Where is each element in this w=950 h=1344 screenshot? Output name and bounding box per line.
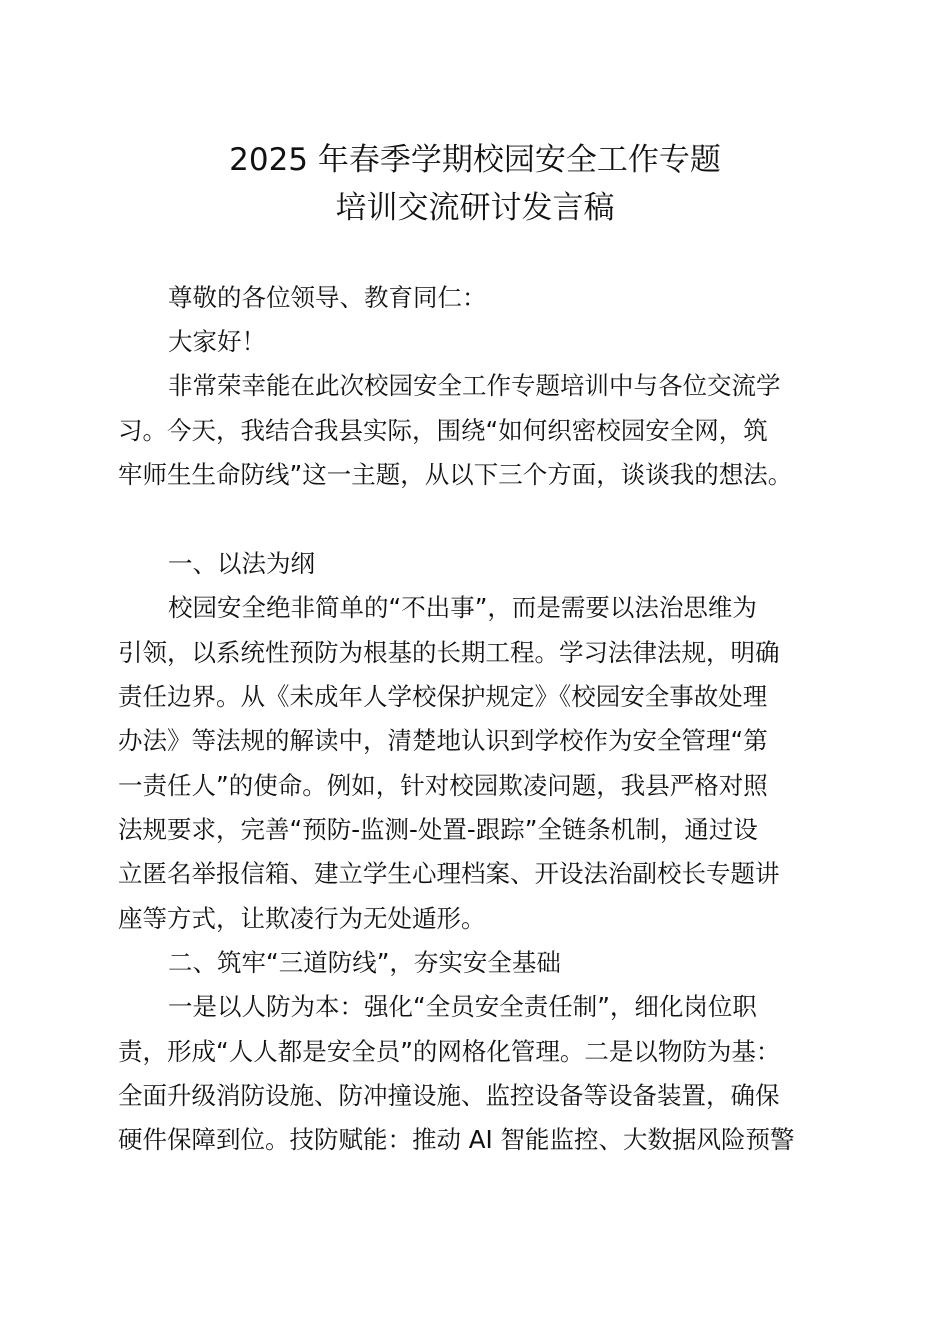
document-title-line-2: 培训交流研讨发言稿 xyxy=(335,190,615,226)
body-line: 立匿名举报信箱、建立学生心理档案、开设法治副校长专题讲 xyxy=(118,859,780,888)
body-line: 非常荣幸能在此次校园安全工作专题培训中与各位交流学 xyxy=(168,371,781,400)
body-line: 一是以人防为本：强化“全员安全责任制”，细化岗位职 xyxy=(168,992,757,1021)
body-line: 责任边界。从《未成年人学校保护规定》《校园安全事故处理 xyxy=(118,682,768,711)
greeting: 大家好！ xyxy=(168,327,266,356)
salutation: 尊敬的各位领导、教育同仁： xyxy=(168,283,487,312)
body-line: 法规要求，完善“预防-监测-处置-跟踪”全链条机制，通过设 xyxy=(118,815,758,844)
body-line: 座等方式，让欺凌行为无处遁形。 xyxy=(118,904,486,933)
body-line: 牢师生生命防线”这一主题，从以下三个方面，谈谈我的想法。 xyxy=(118,460,793,489)
document-title-line-1: 2025 年春季学期校园安全工作专题 xyxy=(229,142,721,178)
section-heading-2: 二、筑牢“三道防线”，夯实安全基础 xyxy=(168,948,561,977)
body-line: 硬件保障到位。技防赋能：推动 AI 智能监控、大数据风险预警 xyxy=(118,1125,795,1154)
body-line: 一责任人”的使命。例如，针对校园欺凌问题，我县严格对照 xyxy=(118,771,768,800)
body-line: 引领，以系统性预防为根基的长期工程。学习法律法规，明确 xyxy=(118,638,780,667)
section-heading-1: 一、以法为纲 xyxy=(168,549,315,578)
body-line: 全面升级消防设施、防冲撞设施、监控设备等设备装置，确保 xyxy=(118,1081,780,1110)
body-line: 责，形成“人人都是安全员”的网格化管理。二是以物防为基： xyxy=(118,1037,781,1066)
body-line: 习。今天，我结合我县实际，围绕“如何织密校园安全网，筑 xyxy=(118,416,768,445)
body-line: 办法》等法规的解读中，清楚地认识到学校作为安全管理“第 xyxy=(118,726,768,755)
body-line: 校园安全绝非简单的“不出事”，而是需要以法治思维为 xyxy=(168,593,757,622)
